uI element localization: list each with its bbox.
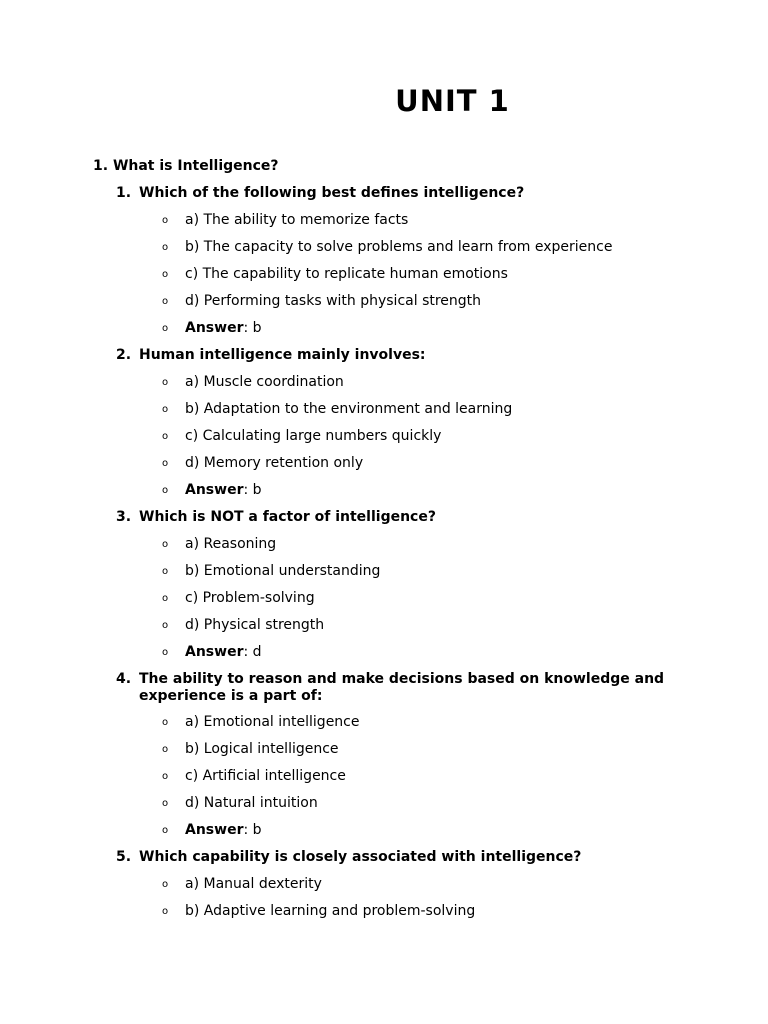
option-item [162,714,360,731]
answer-value: : b [243,482,262,498]
option-item [162,239,612,256]
bullet-icon: o [162,771,169,782]
option-item [162,876,322,893]
option-text: b) Logical intelligence [185,741,339,757]
question-number: 2. [116,347,132,363]
option-text: c) Artificial intelligence [185,768,346,784]
option-text: a) Reasoning [185,536,277,552]
option-item [162,428,441,445]
option-item [162,795,318,812]
answer-value: : b [243,822,262,838]
bullet-icon: o [162,647,169,658]
option-item [162,590,315,607]
answer-value: : d [243,644,262,660]
option-text: a) Manual dexterity [185,876,322,892]
option-text: c) Calculating large numbers quickly [185,428,442,444]
bullet-icon: o [162,431,169,442]
option-text: d) Natural intuition [185,795,318,811]
answer-item [162,482,262,499]
option-text: b) Adaptive learning and problem-solving [185,903,476,919]
answer-item [162,822,262,839]
bullet-icon: o [162,798,169,809]
page-title: UNIT 1 [395,84,510,118]
option-item [162,374,344,391]
answer-value: : b [243,320,262,336]
bullet-icon: o [162,458,169,469]
option-text: a) Muscle coordination [185,374,344,390]
bullet-icon: o [162,717,169,728]
answer-item [162,320,262,337]
question-text: Human intelligence mainly involves: [139,347,426,363]
answer-label: Answer [185,320,244,336]
question-text: The ability to reason and make decisions based on knowledge and experience is a part of: [139,671,665,704]
option-item [162,768,346,785]
bullet-icon: o [162,593,169,604]
option-item [162,401,512,418]
answer-item [162,644,262,661]
bullet-icon: o [162,539,169,550]
bullet-icon: o [162,296,169,307]
question-4 [116,671,676,705]
option-text: b) The capacity to solve problems and learn from experience [185,239,613,255]
option-item [162,455,363,472]
answer-label: Answer [185,482,244,498]
bullet-icon: o [162,566,169,577]
option-text: c) Problem-solving [185,590,315,606]
question-text: Which capability is closely associated with intelligence? [139,849,582,865]
option-text: b) Adaptation to the environment and learning [185,401,513,417]
option-text: a) Emotional intelligence [185,714,360,730]
section-number: 1. [93,158,109,174]
answer-label: Answer [185,822,244,838]
question-1 [116,185,676,202]
question-number: 1. [116,185,132,201]
option-text: c) The capability to replicate human emotions [185,266,508,282]
option-text: d) Memory retention only [185,455,364,471]
option-item [162,563,380,580]
bullet-icon: o [162,620,169,631]
option-item [162,212,408,229]
bullet-icon: o [162,323,169,334]
question-5 [116,849,676,866]
option-item [162,536,276,553]
bullet-icon: o [162,485,169,496]
option-item [162,903,475,920]
bullet-icon: o [162,906,169,917]
question-text: Which of the following best defines intelligence? [139,185,525,201]
section-title: What is Intelligence? [112,158,279,174]
option-text: d) Physical strength [185,617,325,633]
bullet-icon: o [162,242,169,253]
bullet-icon: o [162,744,169,755]
section-heading [93,158,279,174]
bullet-icon: o [162,269,169,280]
answer-label: Answer [185,644,244,660]
option-text: b) Emotional understanding [185,563,381,579]
question-3 [116,509,676,526]
question-text: Which is NOT a factor of intelligence? [139,509,436,525]
option-text: d) Performing tasks with physical strength [185,293,482,309]
question-2 [116,347,676,364]
bullet-icon: o [162,404,169,415]
bullet-icon: o [162,215,169,226]
bullet-icon: o [162,377,169,388]
question-number: 4. [116,671,132,687]
option-item [162,617,324,634]
question-number: 5. [116,849,132,865]
option-item [162,266,508,283]
option-text: a) The ability to memorize facts [185,212,409,228]
bullet-icon: o [162,825,169,836]
option-item [162,293,481,310]
question-number: 3. [116,509,132,525]
bullet-icon: o [162,879,169,890]
option-item [162,741,339,758]
